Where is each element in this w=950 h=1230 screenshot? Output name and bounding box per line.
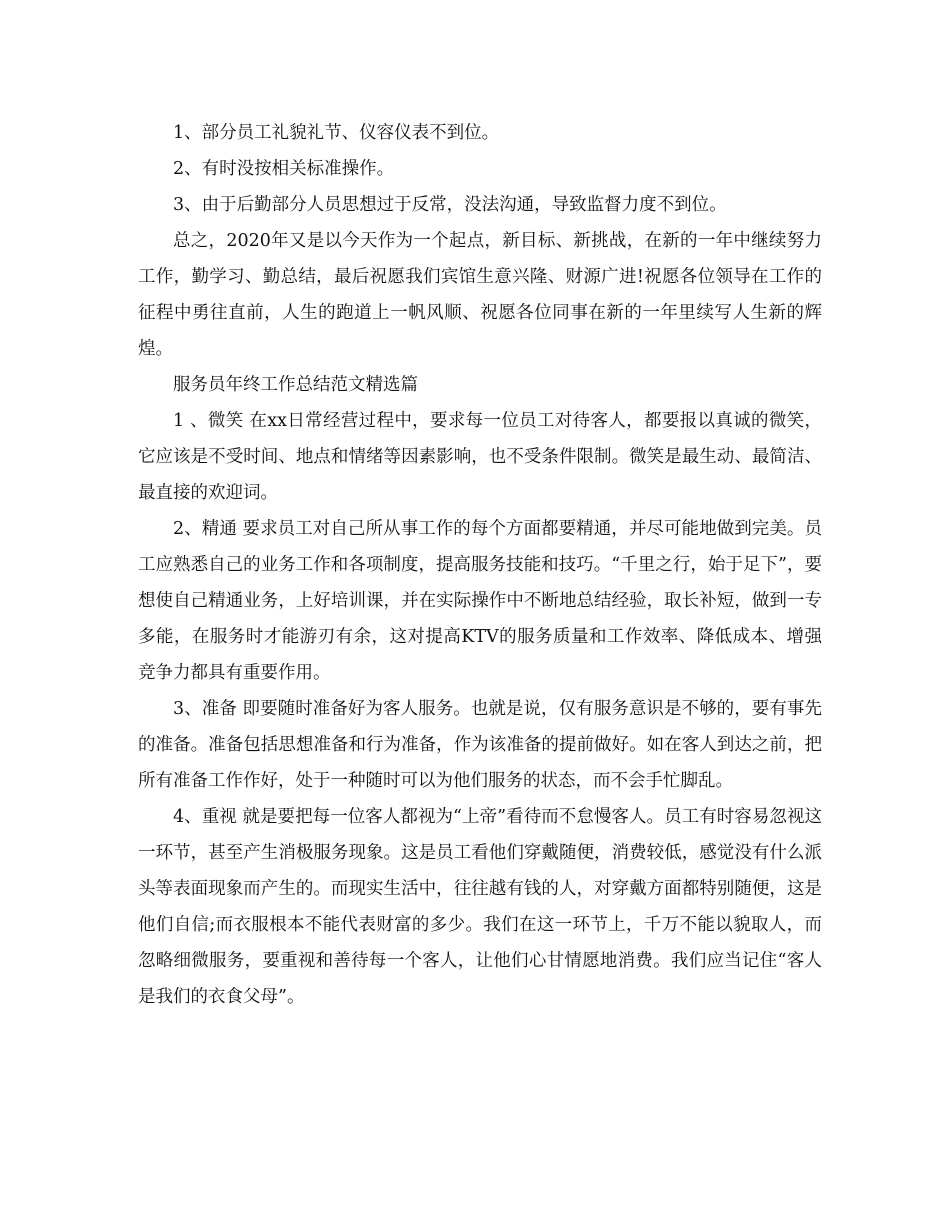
paragraph-preparation: 3、准备 即要随时准备好为客人服务。也就是说，仅有服务意识是不够的，要有事先的准备。准备包括思想准备和行为准备，作为该准备的提前做好。如在客人到达之前，把所有准备工作作好，处于一种随时可以为他们服务的状态，而不会手忙脚乱。 xyxy=(138,699,822,791)
paragraph-proficiency: 2、精通 要求员工对自己所从事工作的每个方面都要精通，并尽可能地做到完美。员工应熟悉自己的业务工作和各项制度，提高服务技能和技巧。“千里之行，始于足下”，要想使自己精通业务，上好培训课，并在实际操作中不断地总结经验，取长补短，做到一专多能，在服务时才能游刃有余，这对提高KTV的服务质量和工作效率、降低成本、增强竞争力都具有重要作用。 xyxy=(138,519,822,683)
paragraph-issue-2: 2、有时没按相关标准操作。 xyxy=(173,159,395,179)
paragraph-issue-1: 1、部分员工礼貌礼节、仪容仪表不到位。 xyxy=(173,123,500,143)
document-body xyxy=(138,115,822,1015)
paragraph-conclusion: 总之，2020年又是以今天作为一个起点，新目标、新挑战，在新的一年中继续努力工作，勤学习、勤总结，最后祝愿我们宾馆生意兴隆、财源广进!祝愿各位领导在工作的征程中勇往直前，人生的跑道上一帆风顺、祝愿各位同事在新的一年里续写人生新的辉煌。 xyxy=(138,231,822,359)
paragraph-issue-3: 3、由于后勤部分人员思想过于反常，没法沟通，导致监督力度不到位。 xyxy=(173,195,727,215)
paragraph-smile: 1 、微笑 在xx日常经营过程中，要求每一位员工对待客人，都要报以真诚的微笑，它应该是不受时间、地点和情绪等因素影响，也不受条件限制。微笑是最生动、最简洁、最直接的欢迎词。 xyxy=(138,411,822,503)
section-heading: 服务员年终工作总结范文精选篇 xyxy=(173,375,418,395)
paragraph-attention: 4、重视 就是要把每一位客人都视为“上帝”看待而不怠慢客人。员工有时容易忽视这一环节，甚至产生消极服务现象。这是员工看他们穿戴随便，消费较低，感觉没有什么派头等表面现象而产生的。而现实生活中，往往越有钱的人，对穿戴方面都特别随便，这是他们自信;而衣服根本不能代表财富的多少。我们在这一环节上，千万不能以貌取人，而忽略细微服务，要重视和善待每一个客人，让他们心甘情愿地消费。我们应当记住“客人是我们的衣食父母”。 xyxy=(138,807,822,1007)
